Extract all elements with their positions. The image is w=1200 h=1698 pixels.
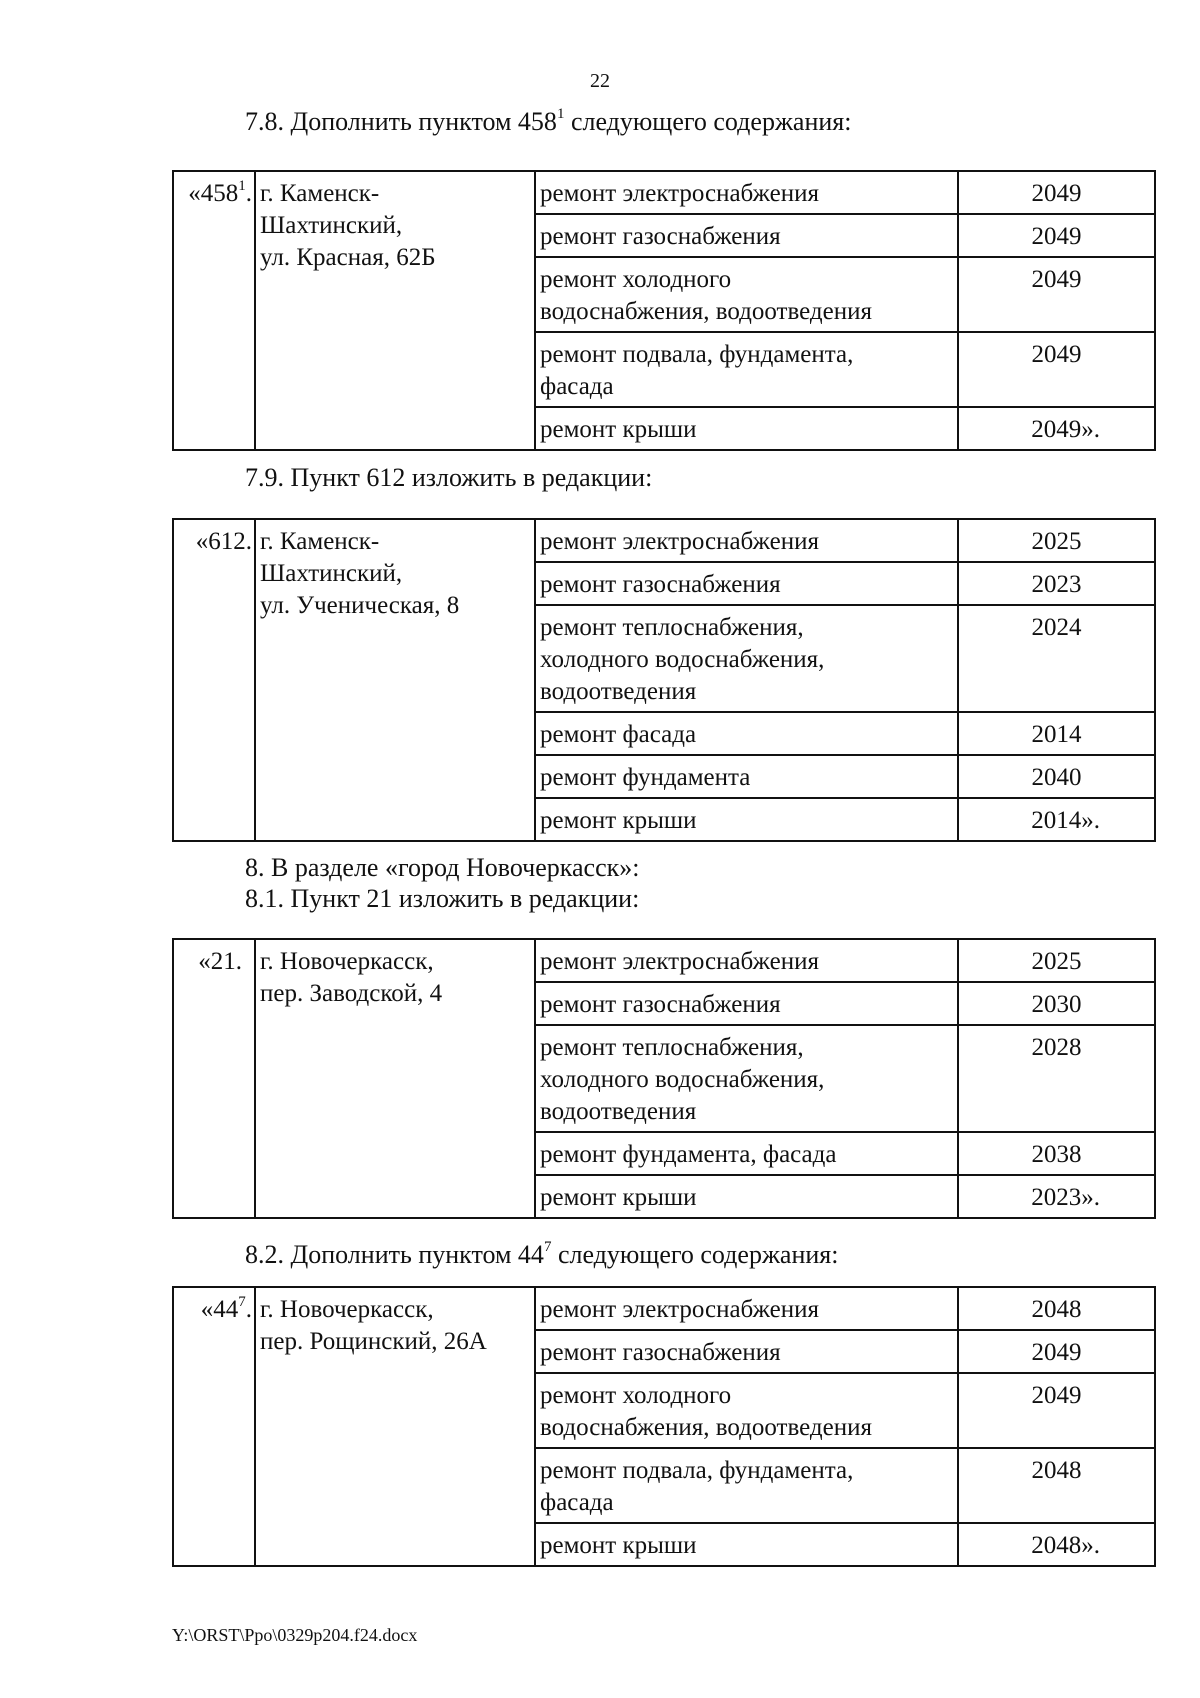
year-cell: 2014».: [958, 798, 1155, 841]
work-cell: ремонт газоснабжения: [535, 562, 958, 605]
file-path-footer: Y:\ORST\Ppo\0329p204.f24.docx: [172, 1625, 418, 1645]
year-cell: 2025: [958, 519, 1155, 562]
year-cell: 2030: [958, 982, 1155, 1025]
work-cell: ремонт подвала, фундамента, фасада: [535, 332, 958, 407]
year-cell: 2024: [958, 605, 1155, 712]
work-cell: ремонт крыши: [535, 407, 958, 450]
item-number: «612.: [173, 519, 255, 841]
work-cell: ремонт крыши: [535, 1523, 958, 1566]
year-cell: 2049: [958, 1373, 1155, 1448]
table-21: [172, 938, 1156, 1219]
year-cell: 2049: [958, 171, 1155, 214]
work-cell: ремонт теплоснабжения, холодного водоснабжения, водоотведения: [535, 605, 958, 712]
table-612: [172, 518, 1156, 842]
address-cell: г. Новочеркасск, пер. Рощинский, 26А: [255, 1287, 535, 1566]
work-cell: ремонт электроснабжения: [535, 519, 958, 562]
year-cell: 2049: [958, 214, 1155, 257]
item-number: «$458^1$.: [173, 171, 255, 450]
work-cell: ремонт крыши: [535, 798, 958, 841]
year-cell: 2049: [958, 1330, 1155, 1373]
year-cell: 2014: [958, 712, 1155, 755]
work-cell: ремонт холодного водоснабжения, водоотведения: [535, 1373, 958, 1448]
year-cell: 2023: [958, 562, 1155, 605]
address-cell: г. Новочеркасск, пер. Заводской, 4: [255, 939, 535, 1218]
year-cell: 2049: [958, 257, 1155, 332]
work-cell: ремонт электроснабжения: [535, 939, 958, 982]
heading-7-9: 7.9. Пункт 612 изложить в редакции:: [245, 463, 653, 492]
work-cell: ремонт крыши: [535, 1175, 958, 1218]
year-cell: 2025: [958, 939, 1155, 982]
year-cell: 2023».: [958, 1175, 1155, 1218]
work-cell: ремонт газоснабжения: [535, 982, 958, 1025]
heading-8: 8. В разделе «город Новочеркасск»:: [245, 853, 640, 882]
work-cell: ремонт электроснабжения: [535, 1287, 958, 1330]
year-cell: 2049: [958, 332, 1155, 407]
item-number: «$44^7$.: [173, 1287, 255, 1566]
year-cell: 2038: [958, 1132, 1155, 1175]
work-cell: ремонт фасада: [535, 712, 958, 755]
heading-8-2: 8.2. Дополнить пунктом $44^7$ следующего содержания:: [245, 1239, 839, 1269]
work-cell: ремонт фундамента: [535, 755, 958, 798]
year-cell: 2048: [958, 1448, 1155, 1523]
year-cell: 2040: [958, 755, 1155, 798]
heading-7-8: 7.8. Дополнить пунктом $458^1$ следующего содержания:: [245, 106, 852, 136]
page-number: 22: [590, 70, 610, 92]
work-cell: ремонт теплоснабжения, холодного водоснабжения, водоотведения: [535, 1025, 958, 1132]
heading-8-1: 8.1. Пункт 21 изложить в редакции:: [245, 884, 640, 913]
work-cell: ремонт подвала, фундамента, фасада: [535, 1448, 958, 1523]
table-458-1: [172, 170, 1156, 451]
address-cell: г. Каменск- Шахтинский, ул. Ученическая, 8: [255, 519, 535, 841]
address-cell: г. Каменск- Шахтинский, ул. Красная, 62Б: [255, 171, 535, 450]
item-number: «21.: [173, 939, 255, 1218]
year-cell: 2048: [958, 1287, 1155, 1330]
year-cell: 2028: [958, 1025, 1155, 1132]
work-cell: ремонт электроснабжения: [535, 171, 958, 214]
work-cell: ремонт газоснабжения: [535, 214, 958, 257]
table-44-7: [172, 1286, 1156, 1567]
work-cell: ремонт холодного водоснабжения, водоотведения: [535, 257, 958, 332]
work-cell: ремонт газоснабжения: [535, 1330, 958, 1373]
work-cell: ремонт фундамента, фасада: [535, 1132, 958, 1175]
year-cell: 2048».: [958, 1523, 1155, 1566]
year-cell: 2049».: [958, 407, 1155, 450]
